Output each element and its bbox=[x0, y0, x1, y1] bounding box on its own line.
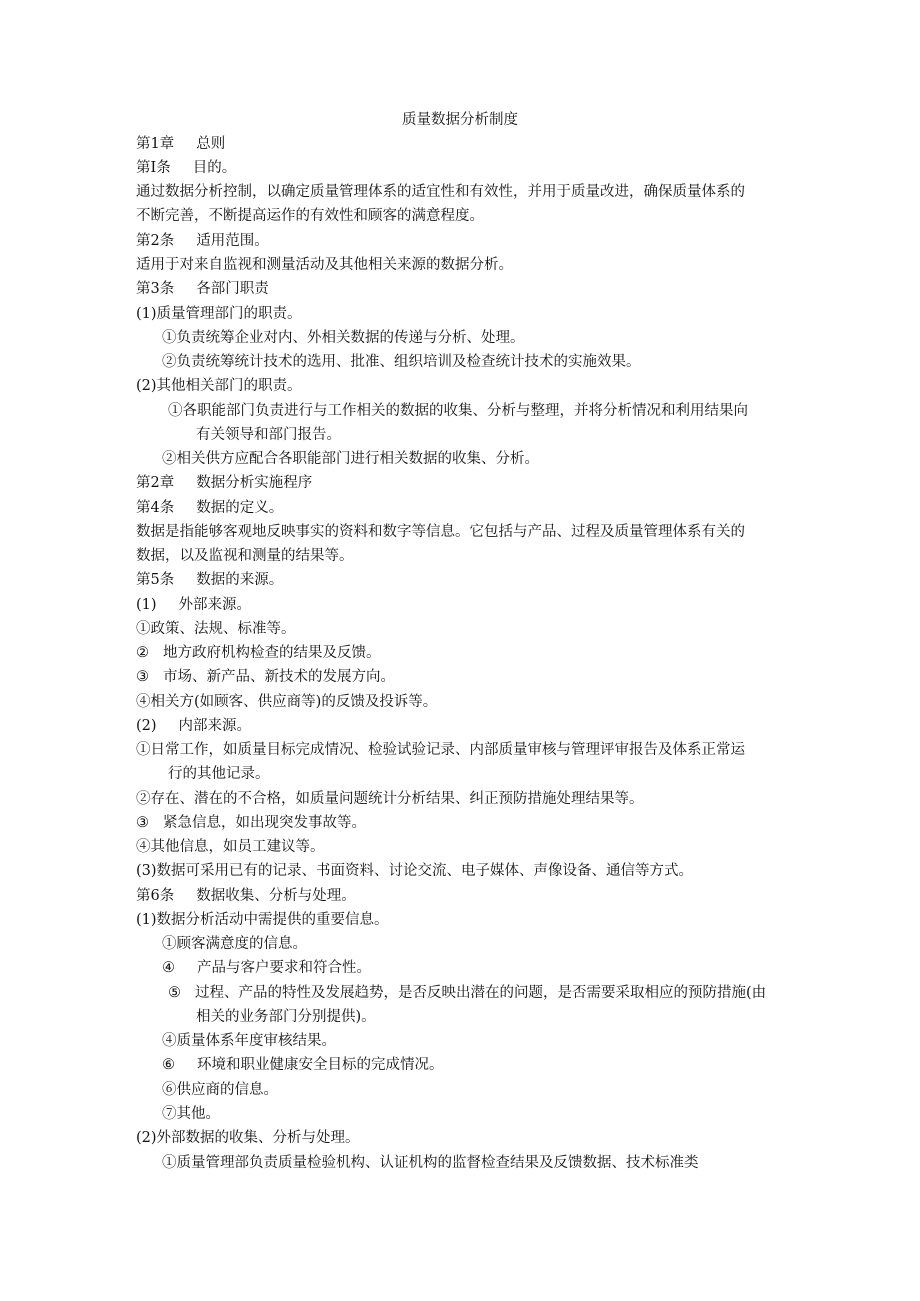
list-number: ② bbox=[136, 645, 149, 661]
list-text: 环境和职业健康安全目标的完成情况。 bbox=[197, 1057, 444, 1073]
article-name: 各部门职责 bbox=[196, 281, 269, 297]
article-name: 数据收集、分析与处理。 bbox=[196, 888, 356, 904]
document-title: 质量数据分析制度 bbox=[402, 112, 518, 128]
article-6-heading bbox=[136, 884, 356, 908]
list-item: ⑦其他。 bbox=[162, 1106, 220, 1122]
list-item: ②负责统筹统计技术的选用、批准、组织培训及检查统计技术的实施效果。 bbox=[162, 354, 641, 370]
list-item: ①日常工作，如质量目标完成情况、检验试验记录、内部质量审核与管理评审报告及体系正常运 bbox=[136, 742, 745, 758]
chapter-2-heading bbox=[136, 471, 312, 495]
chapter-name: 总则 bbox=[196, 136, 226, 152]
list-item: ④其他信息，如员工建议等。 bbox=[136, 839, 325, 855]
paragraph-line: 数据，以及监视和测量的结果等。 bbox=[136, 548, 354, 564]
list-item: 有关领导和部门报告。 bbox=[196, 427, 341, 443]
article-name: 数据的定义。 bbox=[196, 500, 284, 516]
list-number: ③ bbox=[136, 815, 149, 831]
article-5-heading bbox=[136, 568, 283, 592]
list-item: ⑥供应商的信息。 bbox=[162, 1082, 278, 1098]
list-item: (2)其他相关部门的职责。 bbox=[136, 378, 302, 394]
list-item bbox=[136, 811, 366, 835]
chapter-1-heading bbox=[136, 132, 225, 156]
list-text: 内部来源。 bbox=[178, 718, 252, 734]
article-3-heading bbox=[136, 277, 269, 301]
list-item bbox=[162, 1053, 444, 1077]
list-item: (1)质量管理部门的职责。 bbox=[136, 306, 302, 322]
article-name: 数据的来源。 bbox=[196, 572, 284, 588]
list-item: ④质量体系年度审核结果。 bbox=[162, 1033, 336, 1049]
article-label: 第2条 bbox=[136, 233, 175, 249]
chapter-label: 第2章 bbox=[136, 475, 175, 491]
article-label: 第4条 bbox=[136, 500, 175, 516]
list-text: 产品与客户要求和符合性。 bbox=[197, 960, 371, 976]
paragraph-line: 适用于对来自监视和测量活动及其他相关来源的数据分析。 bbox=[136, 257, 513, 273]
list-item: ②相关供方应配合各职能部门进行相关数据的收集、分析。 bbox=[162, 451, 539, 467]
list-item: ①质量管理部负责质量检验机构、认证机构的监督检查结果及反馈数据、技术标准类 bbox=[162, 1155, 699, 1171]
list-text: 外部来源。 bbox=[178, 597, 252, 613]
article-label: 第3条 bbox=[136, 281, 175, 297]
article-name: 适用范围。 bbox=[196, 233, 269, 249]
list-text: 地方政府机构检查的结果及反馈。 bbox=[163, 645, 381, 661]
list-item: (3)数据可采用已有的记录、书面资料、讨论交流、电子媒体、声像设备、通信等方式。 bbox=[136, 863, 694, 879]
article-4-heading bbox=[136, 496, 283, 520]
list-item: ①负责统筹企业对内、外相关数据的传递与分析、处理。 bbox=[162, 330, 525, 346]
chapter-name: 数据分析实施程序 bbox=[196, 475, 313, 491]
list-item bbox=[168, 981, 766, 1005]
list-item: ④相关方(如顾客、供应商等)的反馈及投诉等。 bbox=[136, 694, 438, 710]
list-number: ⑥ bbox=[162, 1057, 175, 1073]
list-item bbox=[162, 956, 371, 980]
list-item: ②存在、潜在的不合格，如质量问题统计分析结果、纠正预防措施处理结果等。 bbox=[136, 791, 644, 807]
list-number: ③ bbox=[136, 669, 149, 685]
paragraph-line: 数据是指能够客观地反映事实的资料和数字等信息。它包括与产品、过程及质量管理体系有关的 bbox=[136, 524, 745, 540]
paragraph-line: 不断完善，不断提高运作的有效性和顾客的满意程度。 bbox=[136, 208, 484, 224]
list-text: 紧急信息，如出现突发事故等。 bbox=[163, 815, 366, 831]
list-item: ①政策、法规、标准等。 bbox=[136, 621, 296, 637]
list-item: ①顾客满意度的信息。 bbox=[162, 936, 307, 952]
chapter-label: 第1章 bbox=[136, 136, 175, 152]
list-text: 过程、产品的特性及发展趋势，是否反映出潜在的问题，是否需要采取相应的预防措施(由 bbox=[195, 985, 767, 1001]
list-number: ⑤ bbox=[168, 985, 181, 1001]
article-2-heading bbox=[136, 229, 269, 253]
list-number: ④ bbox=[162, 960, 175, 976]
article-label: 第6条 bbox=[136, 888, 175, 904]
article-label: 第I条 bbox=[136, 160, 171, 176]
list-item bbox=[136, 593, 251, 617]
list-item: (1)数据分析活动中需提供的重要信息。 bbox=[136, 912, 389, 928]
article-name: 目的。 bbox=[192, 160, 237, 176]
list-item: ①各职能部门负责进行与工作相关的数据的收集、分析与整理，并将分析情况和利用结果向 bbox=[168, 403, 748, 419]
list-item: (2)外部数据的收集、分析与处理。 bbox=[136, 1130, 360, 1146]
list-number: (2) bbox=[136, 718, 157, 734]
paragraph-line: 通过数据分析控制，以确定质量管理体系的适宜性和有效性，并用于质量改进，确保质量体系的 bbox=[136, 184, 745, 200]
list-item bbox=[136, 714, 251, 738]
article-label: 第5条 bbox=[136, 572, 175, 588]
list-item bbox=[136, 641, 381, 665]
list-item: 行的其他记录。 bbox=[168, 766, 270, 782]
list-text: 市场、新产品、新技术的发展方向。 bbox=[163, 669, 395, 685]
article-1-heading bbox=[136, 156, 236, 180]
list-number: (1) bbox=[136, 597, 157, 613]
list-item: 相关的业务部门分别提供)。 bbox=[196, 1009, 376, 1025]
list-item bbox=[136, 665, 395, 689]
